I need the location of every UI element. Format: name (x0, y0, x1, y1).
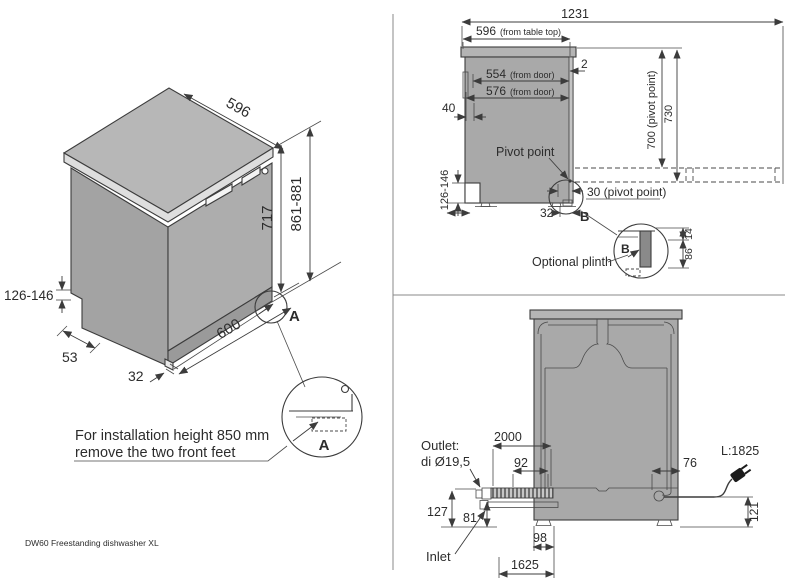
dim-door-height-value: 730 (663, 104, 675, 124)
dim-pivot-height-value: 700 (pivot point) (646, 70, 658, 150)
dim-rack1-value: 554 (486, 67, 507, 81)
dim-side-base-inset (540, 206, 580, 220)
optional-plinth-text: Optional plinth (532, 255, 612, 269)
dim-inlet-hose-length (499, 557, 554, 578)
dim-cord-height-value: 121 (747, 501, 761, 523)
ext-door-bottom (274, 283, 299, 297)
dim-rack2-note: (from door) (510, 87, 555, 97)
dim-inlet-height-value: 81 (463, 511, 477, 525)
dim-front-depth-value: 600 (213, 315, 244, 343)
dim-body-height-value: 717 (259, 205, 276, 231)
power-plug-icon (730, 463, 752, 483)
dim-rack2-value: 576 (486, 84, 507, 98)
optional-plinth-label (532, 255, 628, 269)
screw-icon (342, 386, 349, 393)
open-door-projection (575, 168, 782, 182)
dim-side-plinth-height-value: 126-146 (439, 169, 451, 211)
rear-tabletop (530, 310, 682, 319)
side-tabletop (461, 47, 576, 57)
dim-depth-value: 596 (476, 24, 497, 38)
dim-total-height (288, 128, 310, 281)
outlet-label (421, 438, 480, 487)
detail-a-leader (277, 321, 305, 387)
dim-rack2-text (486, 84, 555, 98)
drawing-title: DW60 Freestanding dishwasher XL (25, 538, 159, 548)
rear-body (534, 319, 678, 520)
dim-depth-text (476, 24, 561, 38)
outlet-label-line1: Outlet: (421, 438, 460, 453)
outlet-hose (476, 488, 553, 499)
detail-b-circle (614, 224, 668, 278)
rear-foot-left (536, 520, 551, 526)
dim-cord-offset-value: 76 (683, 456, 697, 470)
dim-total-open-value: 1231 (561, 7, 589, 21)
dim-outlet-offset-value: 92 (514, 456, 528, 470)
note-line-1: For installation height 850 mm (75, 428, 270, 444)
ext-top (275, 121, 321, 147)
dim-inlet-hose-value: 1625 (511, 558, 539, 572)
side-plinth-recess (465, 183, 480, 203)
dim-top-offset-value: 40 (442, 101, 456, 115)
cord-length-label: L:1825 (721, 444, 760, 458)
dim-base-inset-value: 32 (128, 368, 144, 384)
dim-pivot-height (646, 50, 662, 167)
outlet-label-line2: di Ø19,5 (421, 454, 471, 469)
dim-rear-foot-offset-value: 53 (62, 349, 78, 365)
dim-inlet-height (463, 502, 487, 527)
pivot-point-text: Pivot point (496, 145, 555, 159)
dim-door-height (663, 50, 677, 181)
dim-plinth-bottom-value: 86 (683, 248, 695, 260)
dim-plinth-height-value: 126-146 (4, 288, 54, 303)
isometric-view (4, 88, 362, 461)
inlet-label-text: Inlet (426, 549, 451, 564)
dim-door-gap-value: 2 (581, 57, 588, 71)
detail-a-circle (282, 377, 362, 457)
detail-a-marker-label: A (289, 308, 300, 325)
dim-outlet-height-value: 127 (427, 505, 448, 519)
dim-total-height-value: 861-881 (288, 176, 305, 232)
removable-foot-outline (312, 418, 346, 431)
dim-rack1-note: (from door) (510, 70, 555, 80)
dim-plinth-bottom (668, 240, 695, 268)
detail-b-marker-label: B (580, 209, 590, 224)
dim-depth-note: (from table top) (500, 27, 562, 37)
detail-a-label: A (318, 437, 330, 454)
side-view (439, 7, 783, 278)
dim-feet-offset-value: 98 (533, 531, 547, 545)
rear-foot-right (657, 520, 672, 526)
power-knob (262, 168, 268, 174)
installation-note (74, 428, 287, 461)
dim-side-base-inset-value: 32 (540, 206, 554, 220)
dim-pivot-offset-value: 30 (pivot point) (587, 185, 667, 199)
note-line-2: remove the two front feet (75, 445, 236, 461)
dim-plinth-top (655, 228, 695, 240)
dim-rack1-text (486, 67, 555, 81)
dim-cord-height (714, 497, 761, 527)
dim-plinth-height (4, 276, 71, 313)
dim-outlet-hose-value: 2000 (494, 430, 522, 444)
detail-b-label: B (621, 242, 630, 256)
dim-top-depth-value: 596 (223, 94, 254, 122)
dim-plinth-top-value: 14 (683, 228, 695, 240)
rear-view (421, 310, 761, 578)
optional-plinth-bar (640, 231, 651, 267)
